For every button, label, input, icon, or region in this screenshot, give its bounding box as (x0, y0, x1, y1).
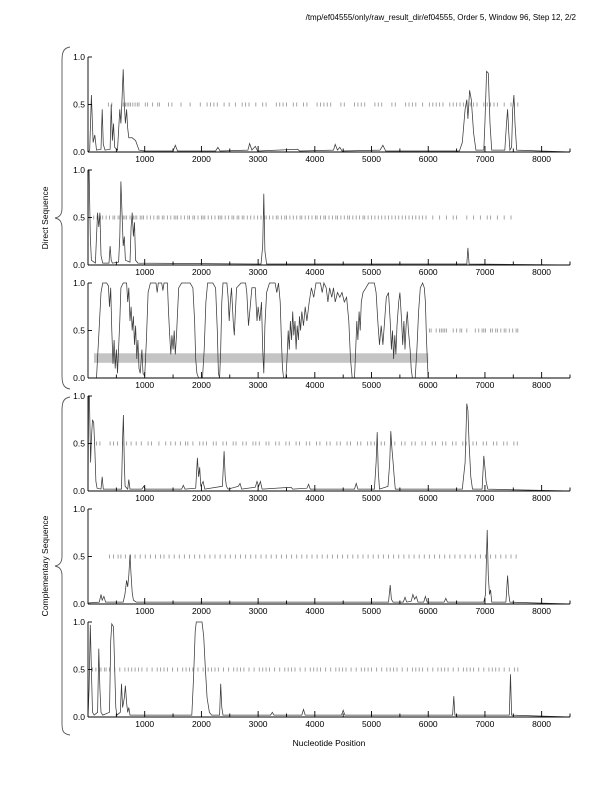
orf-marks (94, 216, 511, 220)
trace-line (88, 283, 428, 378)
x-tick-label: 5000 (362, 380, 381, 390)
x-tick-label: 8000 (532, 267, 552, 277)
x-axis-title: Nucleotide Position (292, 738, 366, 748)
complementary-sequence-label: Complementary Sequence (40, 515, 50, 617)
y-tick-label: 1.0 (73, 52, 85, 62)
x-tick-label: 3000 (248, 493, 268, 503)
x-tick-label: 5000 (362, 606, 381, 616)
trace-line (88, 396, 570, 491)
y-tick-label: 0.0 (73, 712, 85, 722)
x-tick-label: 3000 (248, 267, 268, 277)
y-tick-label: 0.0 (73, 599, 85, 609)
x-tick-label: 1000 (135, 267, 155, 277)
x-tick-label: 1000 (135, 719, 155, 729)
x-tick-label: 5000 (362, 267, 381, 277)
x-tick-label: 6000 (418, 719, 438, 729)
direct-sequence-label: Direct Sequence (40, 186, 50, 250)
x-tick-label: 6000 (418, 493, 438, 503)
x-tick-label: 6000 (418, 606, 438, 616)
panel-direct-frame-3 (56, 278, 586, 393)
x-tick-label: 4000 (305, 493, 325, 503)
panel-direct-frame-1 (56, 52, 586, 167)
x-tick-label: 6000 (418, 267, 438, 277)
y-tick-label: 0.5 (73, 212, 85, 223)
x-tick-label: 4000 (305, 380, 325, 390)
x-tick-label: 4000 (305, 267, 325, 277)
panel-complementary-frame-1 (56, 391, 586, 506)
y-tick-label: 0.5 (73, 551, 85, 562)
x-tick-label: 8000 (532, 154, 552, 164)
x-tick-label: 8000 (532, 380, 552, 390)
y-tick-label: 0.0 (73, 373, 85, 383)
x-tick-label: 5000 (362, 719, 381, 729)
orf-marks (93, 668, 518, 672)
trace-line (88, 530, 570, 604)
orf-marks (429, 329, 517, 333)
x-tick-label: 1000 (135, 493, 155, 503)
y-tick-label: 1.0 (73, 391, 85, 401)
x-tick-label: 1000 (135, 380, 155, 390)
y-tick-label: 0.0 (73, 147, 85, 157)
x-tick-label: 3000 (248, 719, 268, 729)
plot-title: /tmp/ef04555/only/raw_result_dir/ef04555, Order 5, Window 96, Step 12, 2/2 (305, 13, 576, 22)
x-tick-label: 4000 (305, 606, 325, 616)
x-tick-label: 7000 (475, 267, 495, 277)
x-tick-label: 3000 (248, 154, 268, 164)
y-tick-label: 0.5 (73, 325, 85, 336)
x-tick-label: 4000 (305, 154, 325, 164)
y-tick-label: 0.5 (73, 664, 85, 675)
y-tick-label: 1.0 (73, 617, 85, 627)
y-tick-label: 0.5 (73, 438, 85, 449)
trace-line (88, 69, 570, 152)
x-tick-label: 7000 (475, 719, 495, 729)
y-tick-label: 0.0 (73, 486, 85, 496)
x-tick-label: 4000 (305, 719, 325, 729)
x-tick-label: 8000 (532, 493, 552, 503)
y-tick-label: 1.0 (73, 504, 85, 514)
panel-direct-frame-2 (56, 165, 586, 280)
x-tick-label: 2000 (191, 267, 211, 277)
x-tick-label: 7000 (475, 154, 495, 164)
x-tick-label: 2000 (191, 154, 211, 164)
x-tick-label: 8000 (532, 719, 552, 729)
x-tick-label: 1000 (135, 606, 155, 616)
x-tick-label: 8000 (532, 606, 552, 616)
x-tick-label: 6000 (418, 380, 438, 390)
y-tick-label: 0.0 (73, 260, 85, 270)
x-tick-label: 2000 (191, 380, 211, 390)
axis (88, 396, 570, 491)
x-tick-label: 7000 (475, 606, 495, 616)
orf-marks (110, 555, 517, 559)
x-tick-label: 1000 (135, 154, 155, 164)
y-tick-label: 0.5 (73, 99, 85, 110)
y-tick-label: 1.0 (73, 165, 85, 175)
highlight-band (94, 353, 428, 363)
orf-marks (108, 103, 517, 107)
x-tick-label: 2000 (191, 493, 211, 503)
y-tick-label: 1.0 (73, 278, 85, 288)
x-tick-label: 5000 (362, 493, 381, 503)
x-tick-label: 3000 (248, 380, 268, 390)
x-tick-label: 2000 (191, 719, 211, 729)
panel-complementary-frame-3 (56, 617, 586, 732)
x-tick-label: 7000 (475, 493, 495, 503)
x-tick-label: 2000 (191, 606, 211, 616)
orf-marks (97, 442, 518, 446)
x-tick-label: 7000 (475, 380, 495, 390)
x-tick-label: 6000 (418, 154, 438, 164)
panel-complementary-frame-2 (56, 504, 586, 619)
x-tick-label: 5000 (362, 154, 381, 164)
x-tick-label: 3000 (248, 606, 268, 616)
